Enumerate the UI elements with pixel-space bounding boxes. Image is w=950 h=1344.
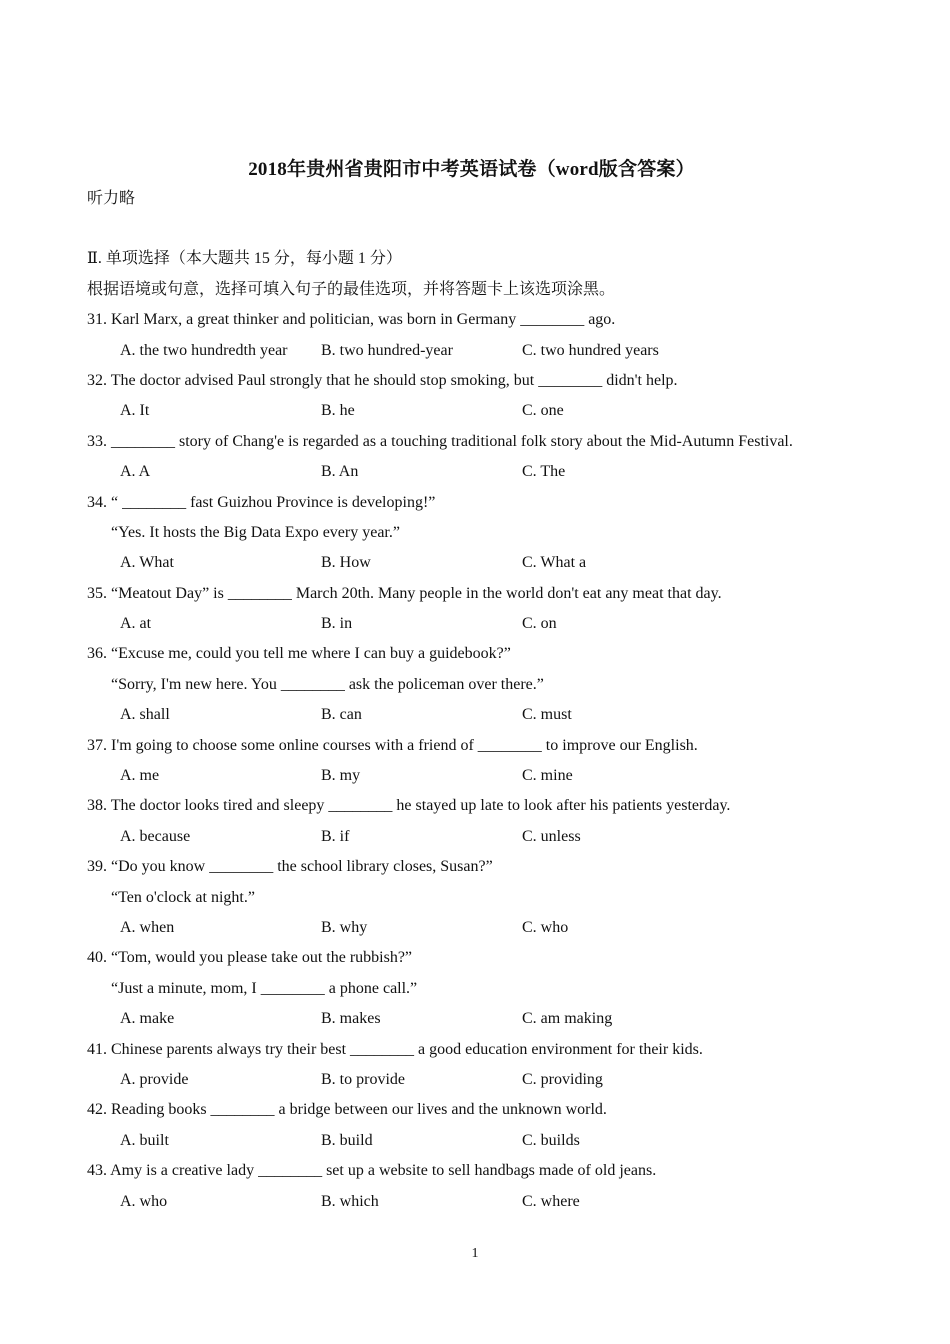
spacer — [87, 214, 877, 244]
option-c: C. unless — [522, 827, 581, 845]
page-title: 2018年贵州省贵阳市中考英语试卷（word版含答案） — [248, 159, 695, 180]
question-item — [87, 366, 877, 427]
answer-options — [87, 822, 877, 852]
option-b: B. to provide — [321, 1070, 405, 1088]
option-b: B. build — [321, 1131, 373, 1149]
option-c: C. two hundred years — [522, 341, 659, 359]
answer-options — [87, 1065, 877, 1095]
question-stem: 32. The doctor advised Paul strongly that he should stop smoking, but ________ didn't help. — [87, 371, 678, 389]
question-item — [87, 852, 877, 943]
answer-options — [87, 609, 877, 639]
option-c: C. providing — [522, 1070, 603, 1088]
option-c: C. one — [522, 402, 564, 420]
option-c: C. The — [522, 463, 566, 481]
option-a: A. It — [120, 402, 150, 420]
question-stem: 38. The doctor looks tired and sleepy ________ he stayed up late to look after his patients yesterday. — [87, 797, 731, 815]
answer-options — [87, 336, 877, 366]
question-stem: 37. I'm going to choose some online courses with a friend of ________ to improve our English. — [87, 736, 698, 754]
option-b: B. makes — [321, 1010, 381, 1028]
question-stem: 40. “Tom, would you please take out the rubbish?” — [87, 949, 413, 967]
answer-options — [87, 548, 877, 578]
question-reply: “Just a minute, mom, I ________ a phone call.” — [111, 979, 418, 997]
option-a: A. at — [120, 615, 152, 633]
question-stem: 36. “Excuse me, could you tell me where I can buy a guidebook?” — [87, 645, 511, 663]
option-a: A. A — [120, 463, 151, 481]
option-c: C. must — [522, 706, 572, 724]
answer-options — [87, 700, 877, 730]
answer-options — [87, 913, 877, 943]
question-item — [87, 1035, 877, 1096]
option-b: B. can — [321, 706, 362, 724]
question-item — [87, 305, 877, 366]
question-stem: 35. “Meatout Day” is ________ March 20th. Many people in the world don't eat any meat that day. — [87, 584, 722, 602]
question-item — [87, 791, 877, 852]
question-reply: “Sorry, I'm new here. You ________ ask the policeman over there.” — [111, 675, 544, 693]
question-stem: 43. Amy is a creative lady ________ set up a website to sell handbags made of old jeans. — [87, 1162, 657, 1180]
option-c: C. mine — [522, 767, 573, 785]
option-b: B. two hundred-year — [321, 341, 453, 359]
option-b: B. An — [321, 463, 359, 481]
question-reply: “Yes. It hosts the Big Data Expo every year.” — [111, 523, 400, 541]
question-stem: 34. “ ________ fast Guizhou Province is developing!” — [87, 493, 436, 511]
option-a: A. who — [120, 1192, 168, 1210]
option-c: C. What a — [522, 554, 587, 572]
option-a: A. shall — [120, 706, 170, 724]
section-heading: Ⅱ. 单项选择（本大题共 15 分，每小题 1 分） — [87, 250, 402, 268]
option-c: C. am making — [522, 1010, 613, 1028]
question-stem: 39. “Do you know ________ the school library closes, Susan?” — [87, 858, 493, 876]
page-number: 1 — [471, 1246, 479, 1261]
question-stem: 31. Karl Marx, a great thinker and politician, was born in Germany ________ ago. — [87, 311, 616, 329]
option-b: B. if — [321, 827, 350, 845]
answer-options — [87, 396, 877, 426]
answer-options — [87, 457, 877, 487]
option-b: B. he — [321, 402, 355, 420]
option-a: A. make — [120, 1010, 175, 1028]
option-b: B. which — [321, 1192, 379, 1210]
option-c: C. builds — [522, 1131, 580, 1149]
option-c: C. who — [522, 918, 569, 936]
answer-options — [87, 1126, 877, 1156]
exam-content — [87, 184, 877, 1217]
question-item — [87, 731, 877, 792]
question-item — [87, 1095, 877, 1156]
question-reply: “Ten o'clock at night.” — [111, 888, 255, 906]
option-b: B. in — [321, 615, 353, 633]
question-stem: 42. Reading books ________ a bridge between our lives and the unknown world. — [87, 1101, 607, 1119]
section-instruction: 根据语境或句意，选择可填入句子的最佳选项，并将答题卡上该选项涂黑。 — [87, 280, 616, 298]
question-item — [87, 639, 877, 730]
answer-options — [87, 1004, 877, 1034]
option-a: A. when — [120, 918, 175, 936]
option-a: A. because — [120, 827, 191, 845]
question-stem: 41. Chinese parents always try their best ________ a good education environment for their kids. — [87, 1040, 703, 1058]
question-list — [87, 305, 877, 1217]
option-b: B. why — [321, 918, 368, 936]
answer-options — [87, 1187, 877, 1217]
question-item — [87, 943, 877, 1034]
option-c: C. where — [522, 1192, 580, 1210]
option-a: A. built — [120, 1131, 169, 1149]
question-item — [87, 427, 877, 488]
answer-options — [87, 761, 877, 791]
option-c: C. on — [522, 615, 557, 633]
question-item — [87, 488, 877, 579]
option-b: B. How — [321, 554, 371, 572]
option-a: A. provide — [120, 1070, 189, 1088]
question-item — [87, 579, 877, 640]
listening-note: 听力略 — [87, 190, 136, 207]
question-item — [87, 1156, 877, 1217]
option-a: A. What — [120, 554, 174, 572]
option-a: A. the two hundredth year — [120, 341, 288, 359]
option-a: A. me — [120, 767, 160, 785]
option-b: B. my — [321, 767, 361, 785]
question-stem: 33. ________ story of Chang'e is regarded as a touching traditional folk story about the Mid-Autumn Festival. — [87, 432, 793, 450]
